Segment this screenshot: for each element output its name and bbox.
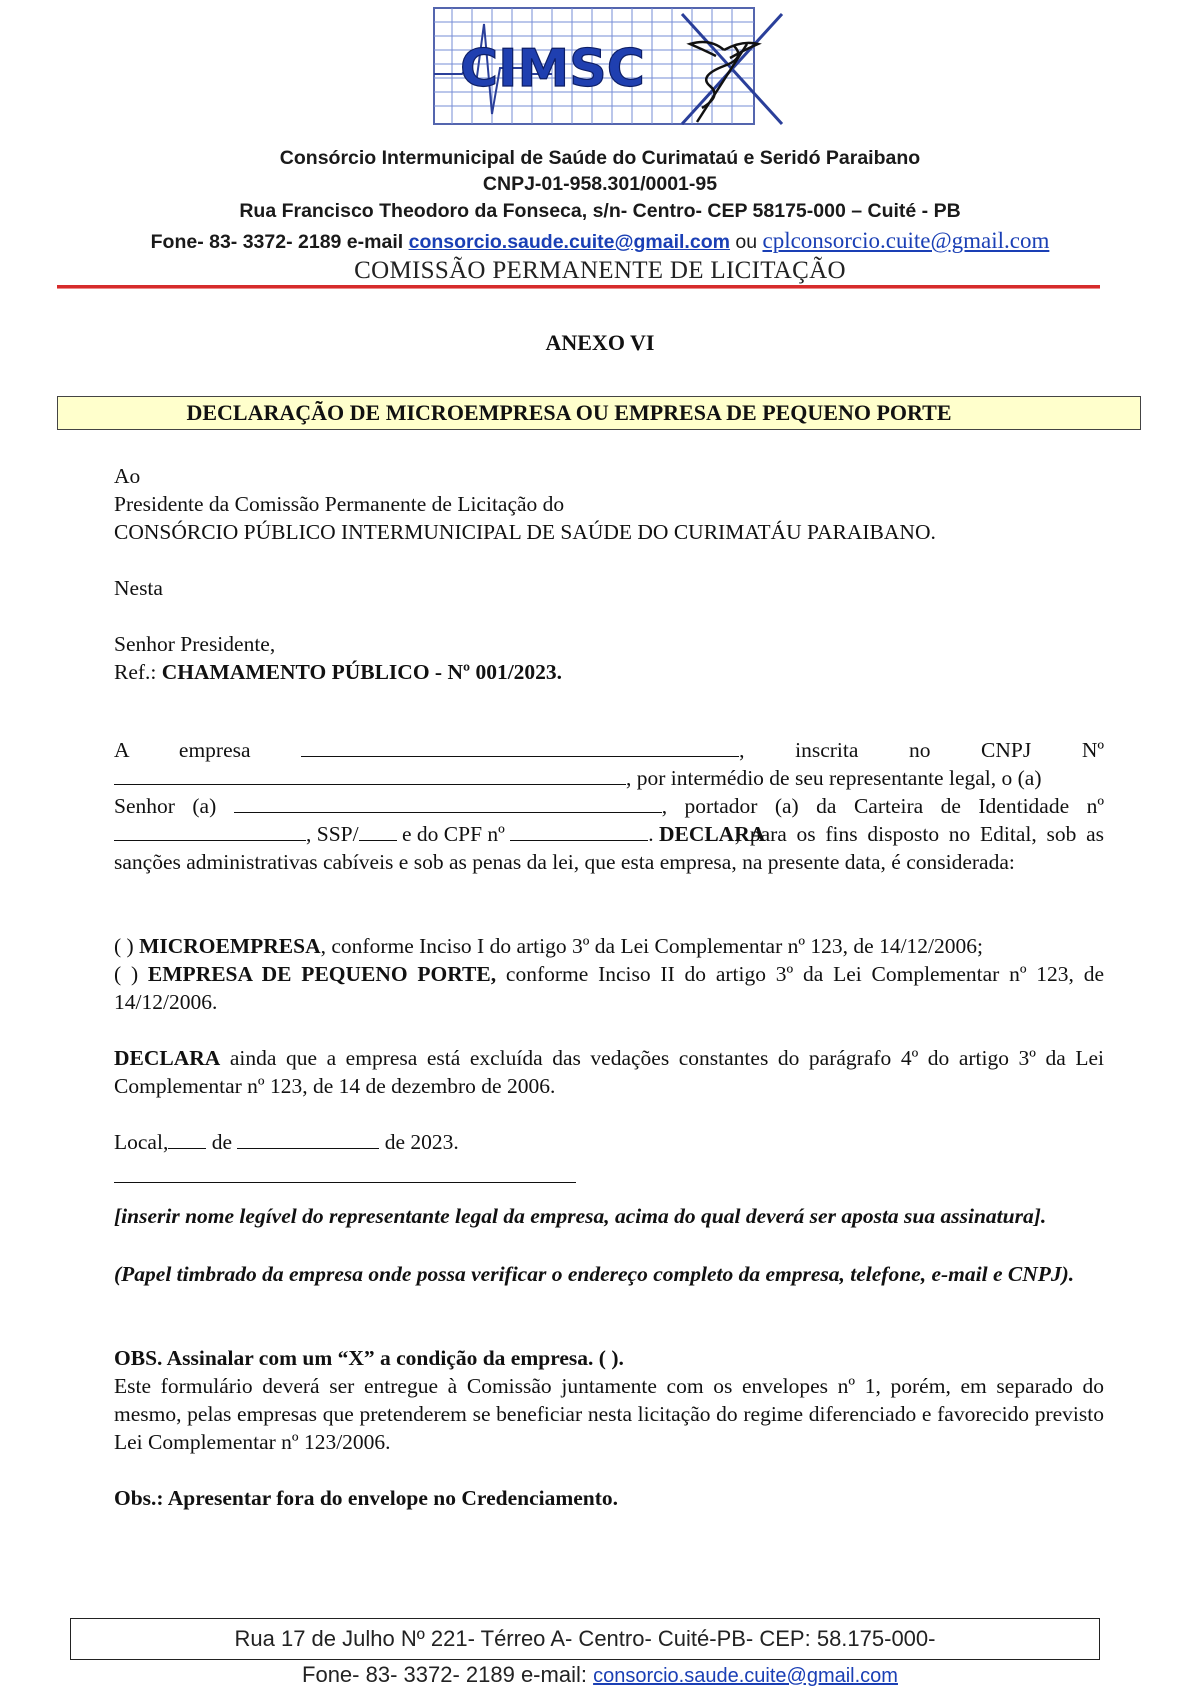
local-year: de 2023. — [379, 1130, 459, 1154]
signature-line[interactable] — [114, 1182, 576, 1183]
opt1-rest: , conforme Inciso I do artigo 3º da Lei Complementar nº 123, de 14/12/2006; — [320, 934, 984, 958]
company-name-blank[interactable] — [301, 736, 739, 757]
footer-address: Rua 17 de Julho Nº 221- Térreo A- Centro- Cuité-PB- CEP: 58.175-000- — [70, 1618, 1100, 1660]
org-name: Consórcio Intermunicipal de Saúde do Curimataú e Seridó Paraibano — [279, 147, 921, 169]
para1-line2 — [114, 764, 1104, 792]
addressee-line2: Presidente da Comissão Permanente de Licitação do — [114, 492, 565, 516]
logo-text: CIMSC — [460, 39, 645, 99]
email-primary-link[interactable]: consorcio.saude.cuite@gmail.com — [408, 231, 730, 253]
greeting-block — [114, 630, 1104, 686]
footer-phone: Fone- 83- 3372- 2189 e-mail: — [302, 1662, 594, 1687]
cnpj-blank[interactable] — [114, 764, 626, 785]
footer-contact — [0, 1662, 1200, 1688]
p1-i-visible: , para os fins disposto no Edital, sob as sanções administrativas cabíveis e sob as penas da lei, que esta empresa, na presente data, é considerada: — [114, 822, 1104, 874]
addressee-block — [114, 462, 1104, 546]
p1-d: Senhor (a) — [114, 794, 217, 818]
local-date — [114, 1128, 1104, 1156]
month-blank[interactable] — [237, 1128, 379, 1149]
p1-b: , inscrita no CNPJ Nº — [739, 738, 1105, 762]
p1-g: e do CPF nº — [396, 822, 511, 846]
header-divider — [57, 285, 1100, 289]
cimsc-logo — [432, 4, 792, 136]
para1-line1 — [114, 736, 1104, 764]
greeting: Senhor Presidente, — [114, 632, 276, 656]
footer-email-link[interactable]: consorcio.saude.cuite@gmail.com — [593, 1665, 898, 1687]
commission-title: COMISSÃO PERMANENTE DE LICITAÇÃO — [354, 257, 846, 284]
p2-rest: ainda que a empresa está excluída das vedações constantes do parágrafo 4º do artigo 3º da Lei Complementar nº 123, de 14 de dezembro de 2006. — [114, 1046, 1104, 1098]
opt2-label: EMPRESA DE PEQUENO PORTE, — [147, 962, 497, 986]
obs-title: OBS. Assinalar com um “X” a condição da empresa. ( ). — [114, 1346, 624, 1370]
p1-h: . — [648, 822, 659, 846]
phone-label: Fone- 83- 3372- 2189 e-mail — [150, 231, 409, 253]
p1-a: A empresa — [114, 738, 251, 762]
para1-line3 — [114, 792, 1104, 820]
local-de: de — [206, 1130, 238, 1154]
org-contact — [0, 228, 1200, 254]
signature-note: [inserir nome legível do representante legal da empresa, acima do qual deverá ser aposta sua assinatura]. — [114, 1204, 1047, 1228]
letterhead-note: (Papel timbrado da empresa onde possa verificar o endereço completo da empresa, telefone, e-mail e CNPJ). — [114, 1262, 1075, 1286]
p2-declara: DECLARA — [114, 1046, 221, 1070]
option-microempresa — [114, 932, 1104, 960]
reference — [114, 658, 1104, 686]
p1-declara: DECLARA — [658, 822, 766, 846]
obs-text: Este formulário deverá ser entregue à Comissão juntamente com os envelopes nº 1, porém, em separado do mesmo, pelas empresas que pretenderem se beneficiar nesta licitação do regime diferenciado e favorecido previsto Lei Complementar nº 123/2006. — [114, 1374, 1104, 1454]
opt1-label: MICROEMPRESA — [139, 934, 321, 958]
para2 — [114, 1044, 1104, 1100]
addressee-to: Ao — [114, 464, 141, 488]
representative-name-blank[interactable] — [234, 792, 662, 813]
annex-title: ANEXO VI — [545, 330, 655, 355]
p1-f: , SSP/ — [306, 822, 359, 846]
opt1-checkbox[interactable]: ( ) — [114, 934, 140, 958]
declaration-title: DECLARAÇÃO DE MICROEMPRESA OU EMPRESA DE PEQUENO PORTE — [57, 396, 1141, 430]
opt2-rest: conforme Inciso II do artigo 3º da Lei Complementar nº 123, de 14/12/2006. — [114, 962, 1105, 1014]
ref-value: CHAMAMENTO PÚBLICO - Nº 001/2023. — [161, 660, 563, 684]
para1-rest — [114, 820, 1104, 876]
email-secondary-link[interactable]: cplconsorcio.cuite@gmail.com — [762, 228, 1050, 253]
local-label: Local, — [114, 1130, 169, 1154]
or-word: ou — [729, 231, 763, 253]
ref-label: Ref.: — [114, 660, 162, 684]
p1-c: , por intermédio de seu representante legal, o (a) — [626, 766, 1042, 790]
day-blank[interactable] — [168, 1128, 206, 1149]
org-cnpj: CNPJ-01-958.301/0001-95 — [482, 173, 718, 195]
nesta: Nesta — [114, 576, 163, 600]
addressee-line3: CONSÓRCIO PÚBLICO INTERMUNICIPAL DE SAÚDE DO CURIMATÁU PARAIBANO. — [114, 520, 936, 544]
obs-final: Obs.: Apresentar fora do envelope no Credenciamento. — [114, 1486, 619, 1510]
p1-e: , portador (a) da Carteira de Identidade nº — [661, 794, 1105, 818]
option-epp — [114, 960, 1104, 1016]
opt2-checkbox[interactable]: ( ) — [114, 962, 148, 986]
org-address: Rua Francisco Theodoro da Fonseca, s/n- Centro- CEP 58175-000 – Cuité - PB — [239, 200, 961, 222]
